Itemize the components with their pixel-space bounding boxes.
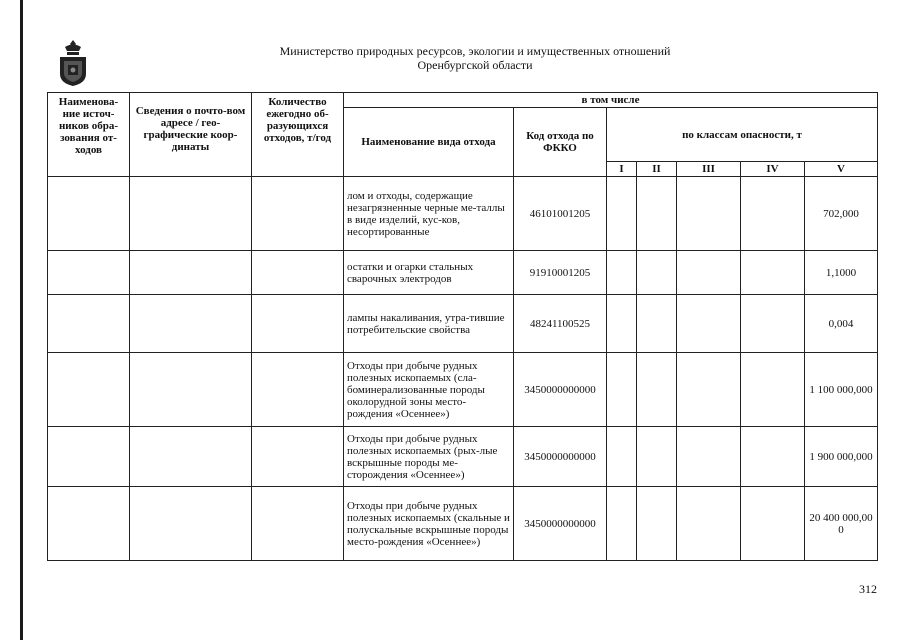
binding-line	[20, 0, 23, 640]
table-row	[48, 353, 878, 427]
waste-code: 46101001205	[514, 177, 607, 251]
header-address: Сведения о почто-вом адресе / гео-графические коор-динаты	[130, 93, 252, 177]
waste-name: лампы накаливания, утра-тившие потребительские свойства	[344, 295, 514, 353]
class-v-value: 0,004	[805, 295, 878, 353]
waste-name: Отходы при добыче рудных полезных ископаемых (сла-боминерализованные породы околорудной зоны место-рождения «Осеннее»)	[344, 353, 514, 427]
waste-code: 3450000000000	[514, 353, 607, 427]
waste-code: 91910001205	[514, 251, 607, 295]
waste-name: лом и отходы, содержащие незагрязненные черные ме-таллы в виде изделий, кус-ков, несортированные	[344, 177, 514, 251]
table-row	[48, 427, 878, 487]
class-v-value: 1 100 000,000	[805, 353, 878, 427]
table-row	[48, 487, 878, 561]
header-hazard-classes: по классам опасности, т	[607, 108, 878, 162]
waste-code: 3450000000000	[514, 487, 607, 561]
waste-name: остатки и огарки стальных сварочных электродов	[344, 251, 514, 295]
header-region: Оренбургской области	[417, 58, 533, 72]
class-v-value: 1 900 000,000	[805, 427, 878, 487]
class-label: II	[637, 162, 677, 177]
page-number: 312	[859, 582, 877, 596]
class-label: IV	[741, 162, 805, 177]
waste-code: 48241100525	[514, 295, 607, 353]
class-v-value: 20 400 000,000	[805, 487, 878, 561]
class-label: V	[805, 162, 878, 177]
waste-table	[47, 92, 878, 561]
table-row	[48, 295, 878, 353]
header-quantity: Количество ежегодно об-разующихся отходов, т/год	[252, 93, 344, 177]
table-row	[48, 251, 878, 295]
coat-of-arms-icon	[56, 38, 90, 88]
class-v-value: 1,1000	[805, 251, 878, 295]
table-row	[48, 177, 878, 251]
waste-name: Отходы при добыче рудных полезных ископаемых (скальные и полускальные вскрышные породы место-рождения «Осеннее»)	[344, 487, 514, 561]
class-v-value: 702,000	[805, 177, 878, 251]
header-including: в том числе	[344, 93, 878, 108]
waste-name: Отходы при добыче рудных полезных ископаемых (рых-лые вскрышные породы ме-сторождения «Осеннее»)	[344, 427, 514, 487]
waste-code: 3450000000000	[514, 427, 607, 487]
class-label: III	[677, 162, 741, 177]
class-label: I	[607, 162, 637, 177]
header-source: Наименова-ние источ-ников обра-зования от-ходов	[48, 93, 130, 177]
header-waste-name: Наименование вида отхода	[344, 108, 514, 177]
header-ministry: Министерство природных ресурсов, экологии и имущественных отношений	[279, 44, 671, 58]
header-code: Код отхода по ФККО	[514, 108, 607, 177]
document-header	[240, 44, 710, 72]
